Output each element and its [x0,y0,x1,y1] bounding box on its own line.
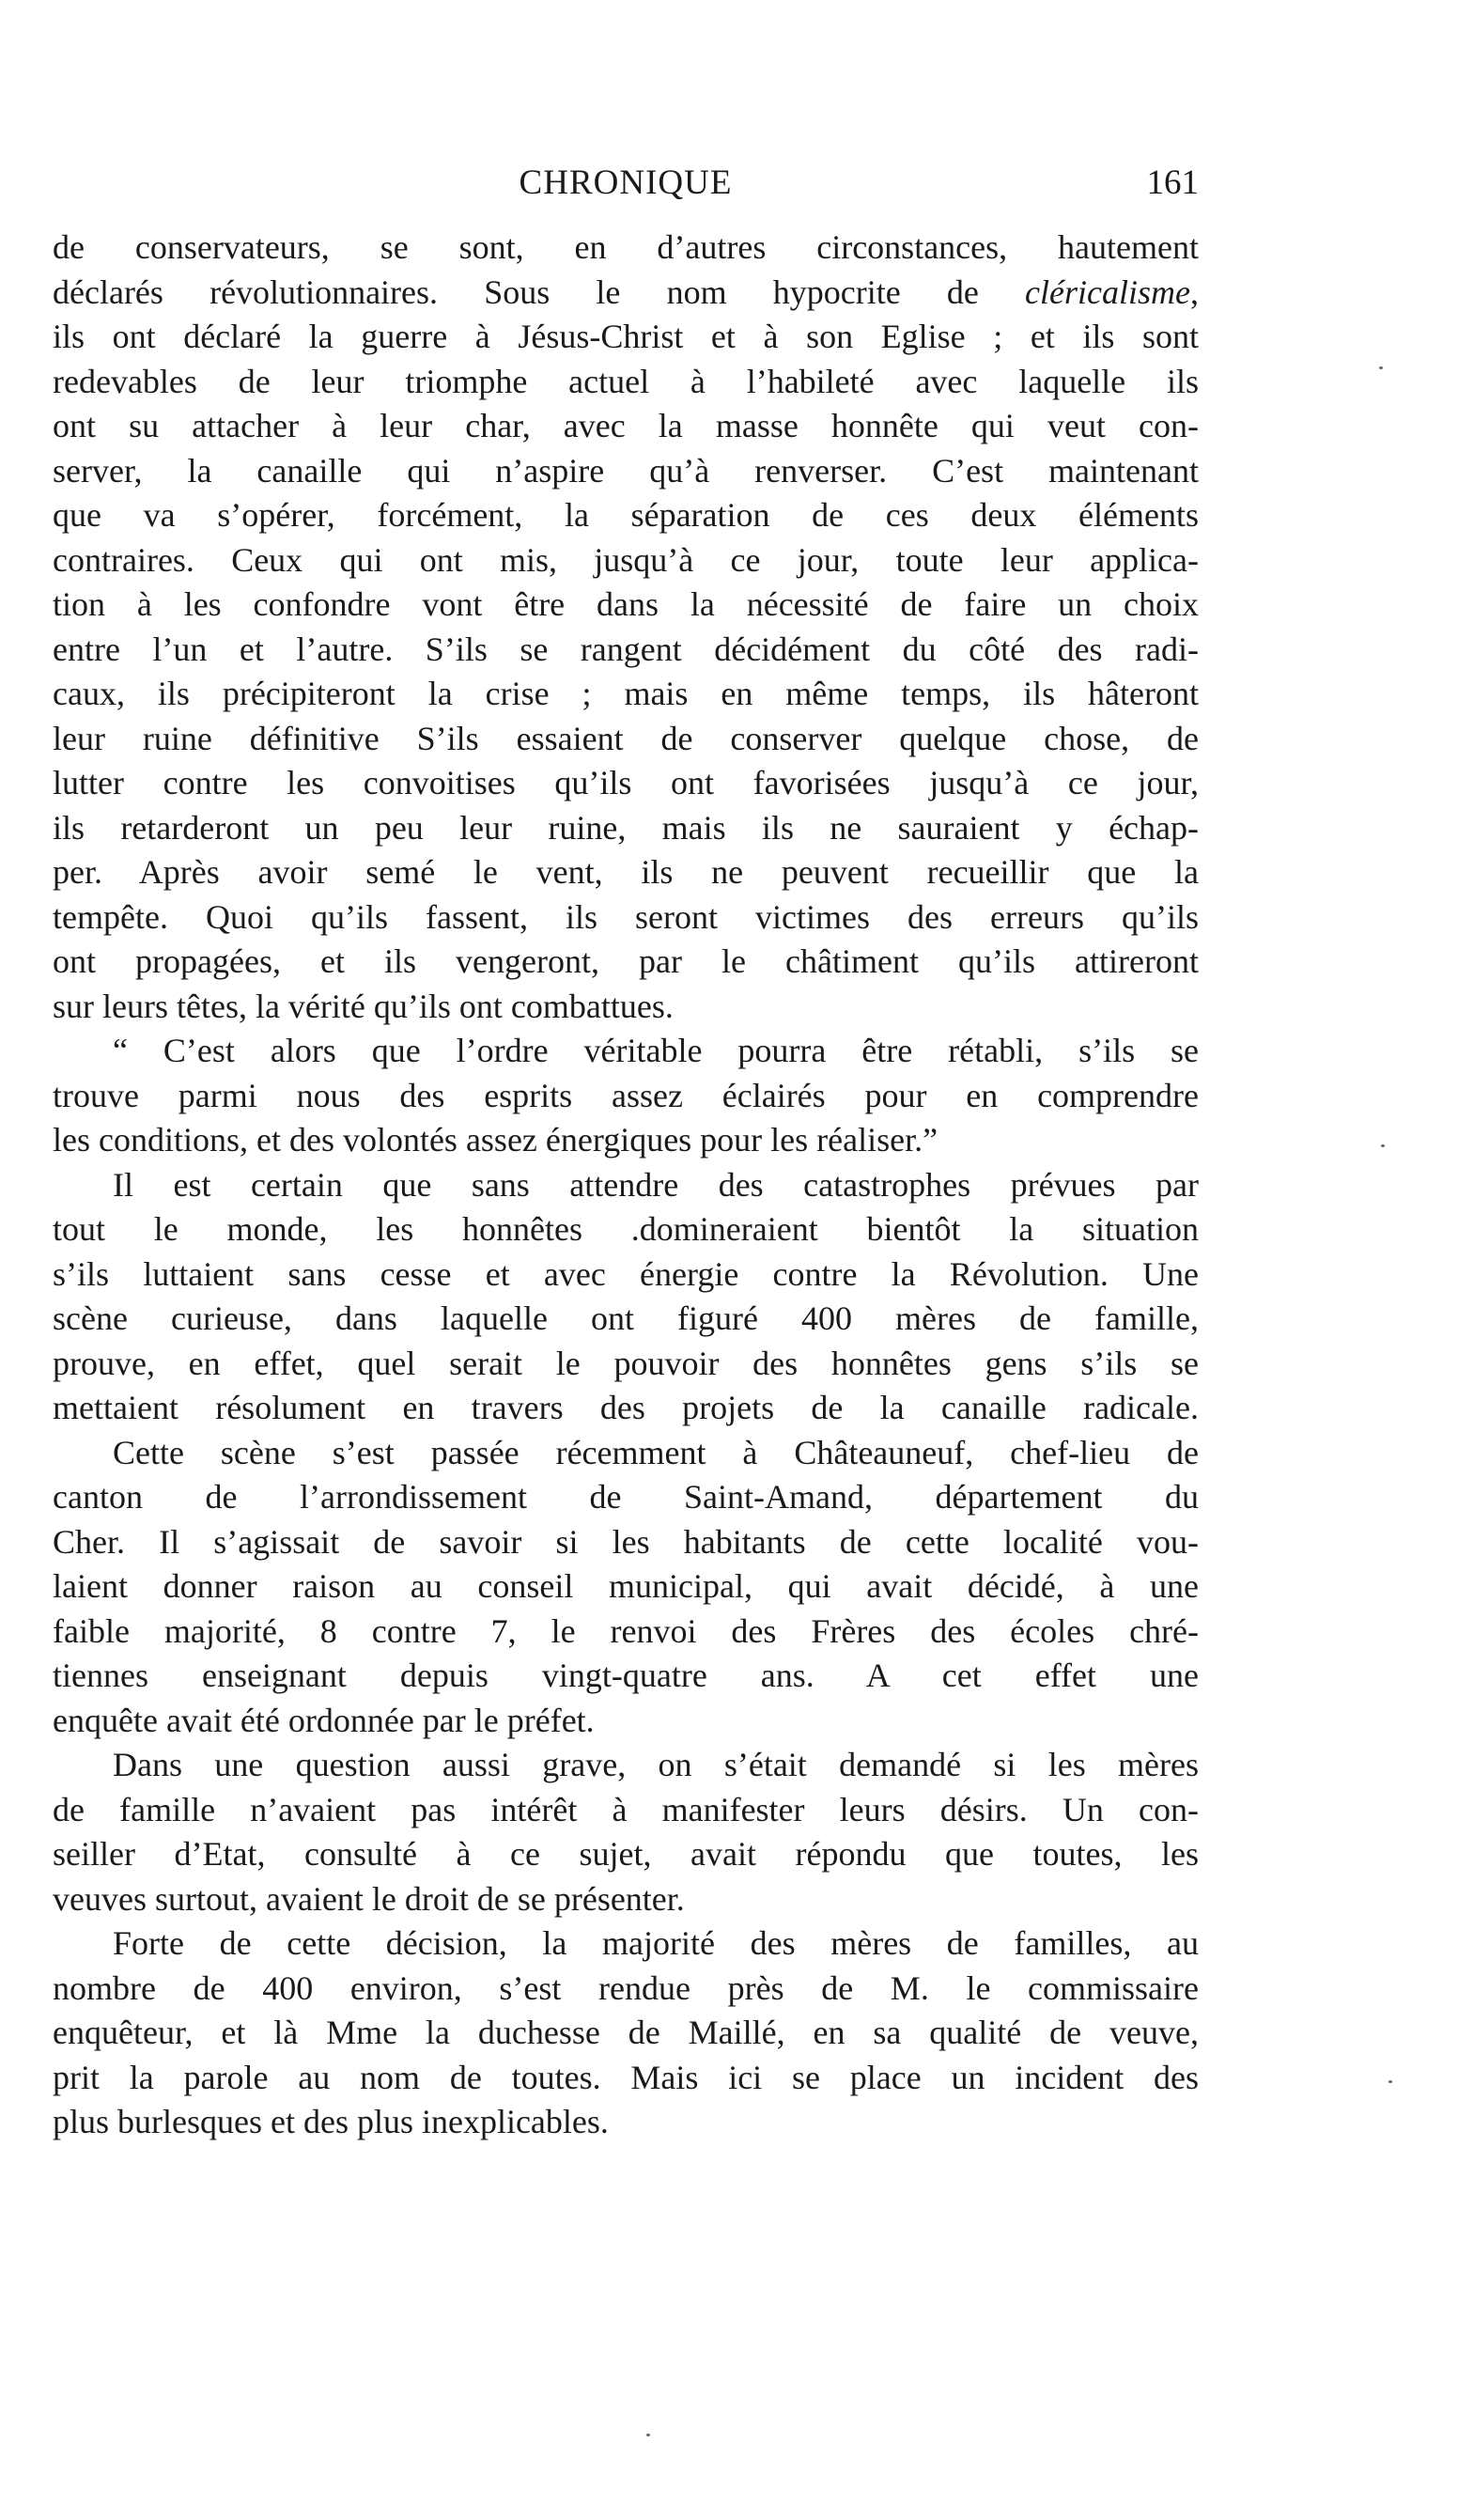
text-line: leur ruine définitive S’ils essaient de conserver quelque chose, de [53,719,1199,757]
text-line: ont su attacher à leur char, avec la masse honnête qui veut con- [53,407,1199,444]
text-segment: déclarés révolutionnaires. Sous le nom hypocrite de [53,272,1026,311]
text-line: server, la canaille qui n’aspire qu’à renverser. C’est maintenant [53,451,1199,490]
text-line: que va s’opérer, forcément, la séparation de ces deux éléments [53,496,1199,534]
text-line: entre l’un et l’autre. S’ils se rangent décidément du côté des radi- [53,630,1199,668]
text-line: tempête. Quoi qu’ils fassent, ils seront victimes des erreurs qu’ils [53,897,1199,936]
text-line: Cher. Il s’agissait de savoir si les habitants de cette localité vou- [53,1522,1199,1561]
text-line: enquêteur, et là Mme la duchesse de Maillé, en sa qualité de veuve, [53,2014,1199,2051]
text-segment: , [1190,272,1199,311]
text-line: prouve, en effet, quel serait le pouvoir des honnêtes gens s’ils se [53,1344,1199,1382]
text-line: ils retarderont un peu leur ruine, mais ils ne sauraient y échap- [53,808,1199,847]
text-line: tiennes enseignant depuis vingt-quatre ans. A cet effet une [53,1657,1199,1694]
text-line: contraires. Ceux qui ont mis, jusqu’à ce jour, toute leur applica- [53,540,1199,579]
text-line: ont propagées, et ils vengeront, par le châtiment qu’ils attireront [53,942,1199,980]
text-line: plus burlesques et des plus inexplicables. [53,2103,609,2140]
text-line: prit la parole au nom de toutes. Mais ici se place un incident des [53,2058,1199,2096]
text-line: mettaient résolument en travers des projets de la canaille radicale. [53,1389,1199,1426]
text-line: canton de l’arrondissement de Saint-Amand, département du [53,1478,1199,1516]
text-line: Dans une question aussi grave, on s’était demandé si les mères [113,1746,1199,1783]
text-line: s’ils luttaient sans cesse et avec énergie contre la Révolution. Une [53,1254,1199,1293]
text-line: lutter contre les convoitises qu’ils ont favorisées jusqu’à ce jour, [53,764,1199,801]
text-line: “ C’est alors que l’ordre véritable pourra être rétabli, s’ils se [113,1032,1199,1069]
text-line: trouve parmi nous des esprits assez éclairés pour en comprendre [53,1076,1199,1114]
text-line: veuves surtout, avaient le droit de se présenter. [53,1879,685,1918]
text-line: caux, ils précipiteront la crise ; mais en même temps, ils hâteront [53,675,1199,712]
italic-term: cléricalisme [1025,272,1190,311]
text-line: seiller d’Etat, consulté à ce sujet, avait répondu que toutes, les [53,1835,1199,1873]
text-line: per. Après avoir semé le vent, ils ne peuvent recueillir que la [53,853,1199,891]
text-line: scène curieuse, dans laquelle ont figuré 400 mères de famille, [53,1299,1199,1337]
text-line: Il est certain que sans attendre des catastrophes prévues par [113,1165,1199,1204]
text-line: les conditions, et des volontés assez énergiques pour les réaliser.” [53,1121,938,1159]
text-line: de conservateurs, se sont, en d’autres circonstances, hautement [53,228,1199,266]
text-line: redevables de leur triomphe actuel à l’habileté avec laquelle ils [53,362,1199,400]
text-line: tout le monde, les honnêtes .domineraient bientôt la situation [53,1210,1199,1248]
text-line: tion à les confondre vont être dans la nécessité de faire un choix [53,585,1199,623]
text-line: sur leurs têtes, la vérité qu’ils ont combattues. [53,987,674,1025]
body-text [53,226,1199,2145]
text-line: ils ont déclaré la guerre à Jésus-Christ et à son Eglise ; et ils sont [53,318,1199,355]
page-number: 161 [1146,163,1199,202]
text-line [53,271,1199,316]
text-line: nombre de 400 environ, s’est rendue près de M. le commissaire [53,1968,1199,2007]
print-speck [1388,2080,1392,2083]
text-line: faible majorité, 8 contre 7, le renvoi des Frères des écoles chré- [53,1611,1199,1650]
print-speck [646,2434,650,2436]
text-line: de famille n’avaient pas intérêt à manifester leurs désirs. Un con- [53,1790,1199,1828]
print-speck [1381,1144,1385,1147]
text-line: Forte de cette décision, la majorité des mères de familles, au [113,1924,1199,1962]
running-title: CHRONIQUE [519,163,733,202]
running-head [53,160,1199,207]
print-speck [1379,366,1383,369]
text-line: Cette scène s’est passée récemment à Châteauneuf, chef-lieu de [113,1433,1199,1471]
text-line: laient donner raison au conseil municipal, qui avait décidé, à une [53,1567,1199,1605]
text-line: enquête avait été ordonnée par le préfet. [53,1701,595,1739]
